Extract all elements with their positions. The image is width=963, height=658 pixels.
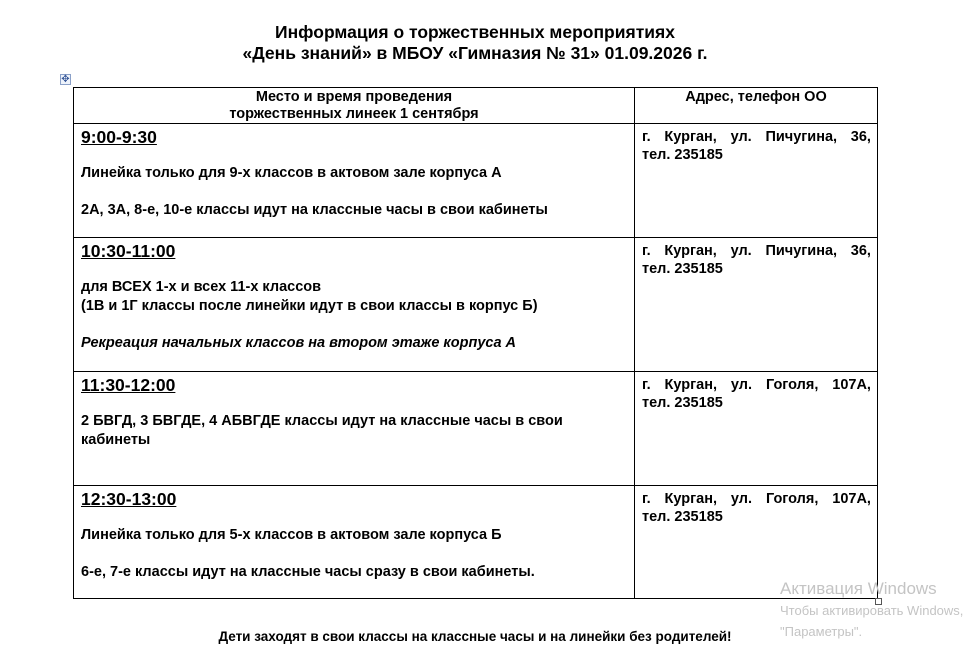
schedule-cell — [74, 372, 635, 486]
activation-watermark — [780, 578, 963, 642]
address-part: г. — [642, 491, 651, 507]
phone-text: тел. 235185 — [642, 509, 723, 525]
table-row — [74, 238, 878, 372]
row-time: 10:30-11:00 — [81, 241, 176, 261]
header-col2: Адрес, телефон ОО — [685, 89, 827, 105]
row-time: 11:30-12:00 — [81, 375, 176, 395]
header-cell-address — [635, 88, 878, 124]
watermark-line-3: "Параметры". — [780, 624, 863, 639]
table-row — [74, 124, 878, 238]
address-part: Гоголя, — [765, 491, 819, 507]
address-part: г. — [642, 377, 651, 393]
row-text: 6-е, 7-е классы идут на классные часы сразу в свои кабинеты. — [81, 564, 535, 580]
row-text: кабинеты — [81, 432, 151, 448]
address-part: 36, — [850, 129, 871, 145]
row-time: 12:30-13:00 — [81, 489, 177, 509]
row-text: (1В и 1Г классы после линейки идут в свои классы в корпус Б) — [81, 298, 538, 314]
address-part: ул. — [730, 129, 752, 145]
header-col1-line2: торжественных линеек 1 сентября — [229, 106, 479, 122]
row-text: Линейка только для 5-х классов в актовом зале корпуса Б — [81, 527, 502, 543]
title-line-1: Информация о торжественных мероприятиях — [275, 22, 675, 42]
phone-text: тел. 235185 — [642, 147, 723, 163]
address-part: г. — [642, 243, 651, 259]
address-cell — [635, 372, 878, 486]
row-text: 2А, 3А, 8-е, 10-е классы идут на классные часы в свои кабинеты — [81, 202, 548, 218]
address-part: 107А, — [832, 491, 871, 507]
address-part: ул. — [730, 243, 752, 259]
phone-text: тел. 235185 — [642, 395, 723, 411]
address-part: Курган, — [664, 377, 718, 393]
address-part: 36, — [850, 243, 871, 259]
address-part: 107А, — [832, 377, 871, 393]
address-cell — [635, 124, 878, 238]
footer-note: Дети заходят в свои классы на классные часы и на линейки без родителей! — [218, 629, 732, 644]
table-row — [74, 486, 878, 599]
table-header-row — [74, 88, 878, 124]
schedule-cell — [74, 238, 635, 372]
address-part: Курган, — [664, 491, 718, 507]
schedule-table — [73, 87, 878, 599]
row-text: для ВСЕХ 1-х и всех 11-х классов — [81, 279, 322, 295]
schedule-cell — [74, 486, 635, 599]
document-title — [0, 22, 950, 64]
watermark-line-2: Чтобы активировать Windows, — [780, 603, 963, 618]
header-cell-place-time — [74, 88, 635, 124]
address-part: Курган, — [664, 129, 717, 145]
row-text: 2 БВГД, 3 БВГДЕ, 4 АБВГДЕ классы идут на классные часы в свои — [81, 413, 563, 429]
address-part: Пичугина, — [765, 129, 838, 145]
row-time: 9:00-9:30 — [81, 127, 157, 147]
address-part: Пичугина, — [765, 243, 838, 259]
address-part: ул. — [730, 377, 753, 393]
address-part: Курган, — [664, 243, 717, 259]
header-col1-line1: Место и время проведения — [255, 89, 453, 105]
address-part: Гоголя, — [765, 377, 819, 393]
phone-text: тел. 235185 — [642, 261, 723, 277]
address-part: г. — [642, 129, 651, 145]
schedule-cell — [74, 124, 635, 238]
table-row — [74, 372, 878, 486]
address-cell — [635, 238, 878, 372]
title-line-2: «День знаний» в МБОУ «Гимназия № 31» 01.09.2026 г. — [242, 43, 708, 63]
row-text: Линейка только для 9-х классов в актовом зале корпуса А — [81, 165, 502, 181]
watermark-line-1: Активация Windows — [780, 579, 937, 598]
address-part: ул. — [730, 491, 753, 507]
move-icon[interactable]: ✥ — [61, 74, 70, 85]
row-text: Рекреация начальных классов на втором этаже корпуса А — [81, 335, 517, 351]
